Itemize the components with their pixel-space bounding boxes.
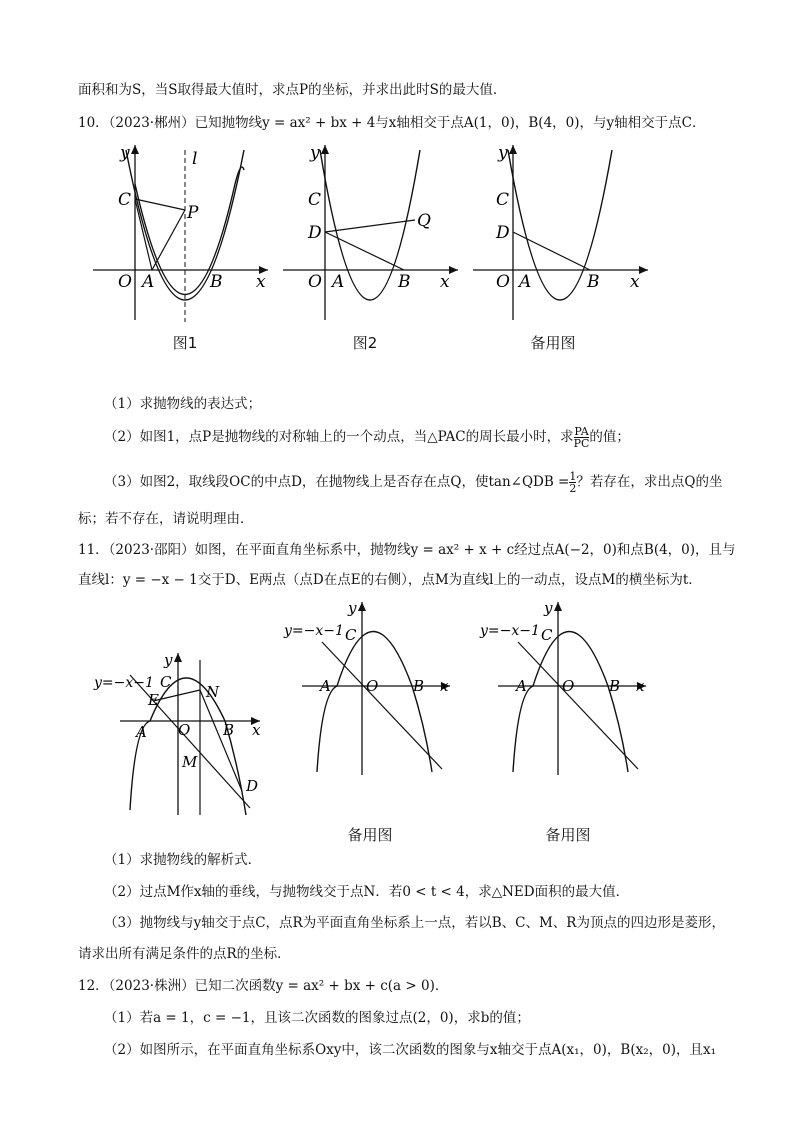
origin-label: O: [308, 272, 322, 292]
point-d-label: D: [308, 223, 322, 243]
figure-1: [88, 140, 278, 325]
point-d-label: D: [496, 223, 510, 243]
point-q-label: Q: [417, 211, 431, 231]
question-12-part-1: （1）若a = 1，c = −1，且该二次函数的图象过点(2，0)，求b的值；: [104, 1010, 530, 1026]
point-a-label: A: [519, 272, 532, 292]
figure-spare-1-caption: 备用图: [530, 334, 576, 352]
figure-spare-2-caption: 备用图: [347, 826, 393, 844]
figure-spare-2: [282, 597, 462, 777]
line-equation-label: y=−x−1: [94, 675, 154, 691]
point-a-label: A: [142, 272, 155, 292]
point-n-label: N: [206, 683, 220, 701]
text-segment: 的值；: [589, 429, 630, 445]
point-a-label: A: [320, 677, 331, 695]
question-10-part-3-cont: 标；若不存在，请说明理由．: [78, 511, 254, 527]
fraction-denominator: PC: [573, 437, 590, 450]
y-axis-label: y: [310, 143, 320, 163]
origin-label: O: [496, 272, 510, 292]
x-axis-label: x: [256, 272, 266, 292]
point-c-label: C: [308, 190, 322, 210]
figure-1-caption: 图1: [172, 334, 198, 352]
x-axis-label: x: [440, 272, 450, 292]
figure-2: [278, 140, 468, 325]
fraction: [574, 426, 590, 449]
text-segment: （3）如图2，取线段OC的中点D，在抛物线上是否存在点Q，使tan∠QDB =: [104, 474, 570, 490]
x-axis-label: x: [252, 721, 261, 739]
origin-label: O: [366, 677, 379, 695]
fraction-numerator: 1: [569, 470, 577, 483]
y-axis-label: y: [498, 143, 508, 163]
figure-spare-3-caption: 备用图: [545, 826, 591, 844]
y-axis-label: y: [544, 599, 553, 617]
point-b-label: B: [587, 272, 600, 292]
point-b-label: B: [223, 721, 235, 739]
question-11-heading: 11．（2023·邵阳）如图，在平面直角坐标系中，抛物线y = ax² + x + c经过点A(−2，0)和点B(4，0)，且与: [78, 542, 736, 558]
point-c-label: C: [118, 190, 132, 210]
y-axis-label: y: [120, 143, 130, 163]
question-10-part-1: （1）求抛物线的表达式；: [104, 396, 262, 412]
text-line: 面积和为S，当S取得最大值时，求点P的坐标，并求出此时S的最大值．: [78, 82, 507, 98]
text-segment: （2）如图1，点P是抛物线的对称轴上的一个动点，当△PAC的周长最小时，求: [104, 429, 574, 445]
point-b-label: B: [413, 677, 425, 695]
point-c-label: C: [496, 190, 510, 210]
question-11-part-2: （2）过点M作x轴的垂线，与抛物线交于点N．若0 < t < 4，求△NED面积的最大值．: [104, 884, 630, 900]
origin-label: O: [118, 272, 132, 292]
point-a-label: A: [516, 677, 527, 695]
line-l-label: l: [192, 149, 198, 169]
question-10-heading: 10．（2023·郴州）已知抛物线y = ax² + bx + 4与x轴相交于点A(1，0)，B(4，0)，与y轴相交于点C．: [78, 115, 706, 131]
origin-label: O: [178, 721, 191, 739]
point-b-label: B: [210, 272, 223, 292]
question-11-heading-cont: 直线l：y = −x − 1交于D、E两点（点D在点E的右侧），点M为直线l上的一动点，设点M的横坐标为t．: [78, 572, 702, 588]
point-e-label: E: [148, 691, 159, 709]
x-axis-label: x: [636, 677, 645, 695]
fraction-numerator: PA: [574, 425, 589, 438]
question-11-part-1: （1）求抛物线的解析式．: [104, 852, 262, 868]
x-axis-label: x: [440, 677, 449, 695]
x-axis-label: x: [630, 272, 640, 292]
question-11-part-3-cont: 请求出所有满足条件的点R的坐标．: [78, 946, 291, 962]
point-b-label: B: [398, 272, 411, 292]
line-equation-label: y=−x−1: [284, 623, 344, 639]
point-c-label: C: [541, 626, 553, 644]
origin-label: O: [562, 677, 575, 695]
question-10-part-2: [104, 426, 754, 449]
point-a-label: A: [332, 272, 345, 292]
point-p-label: P: [187, 203, 199, 223]
y-axis-label: y: [164, 651, 173, 669]
figure-spare-3: [478, 597, 658, 777]
point-c-label: C: [160, 673, 172, 691]
fraction-denominator: 2: [569, 482, 577, 495]
question-11-part-3: （3）抛物线与y轴交于点C，点R为平面直角坐标系上一点，若以B、C、M、R为顶点的四边形是菱形，: [104, 915, 725, 931]
point-m-label: M: [182, 753, 198, 771]
question-10-part-3: [104, 471, 754, 494]
point-c-label: C: [345, 626, 357, 644]
line-equation-label: y=−x−1: [480, 623, 540, 639]
figure-q11-main: [90, 645, 270, 820]
text-segment: ？若存在，求出点Q的坐: [576, 474, 723, 490]
figure-2-caption: 图2: [352, 334, 378, 352]
y-axis-label: y: [348, 599, 357, 617]
figure-spare-1: [468, 140, 658, 325]
question-12-part-2: （2）如图所示，在平面直角坐标系Oxy中，该二次函数的图象与x轴交于点A(x₁，0)，B(x₂，0)，且x₁: [104, 1042, 717, 1058]
point-b-label: B: [609, 677, 621, 695]
point-d-label: D: [246, 777, 259, 795]
question-12-heading: 12．（2023·株洲）已知二次函数y = ax² + bx + c(a > 0)．: [78, 978, 449, 994]
point-a-label: A: [136, 723, 147, 741]
